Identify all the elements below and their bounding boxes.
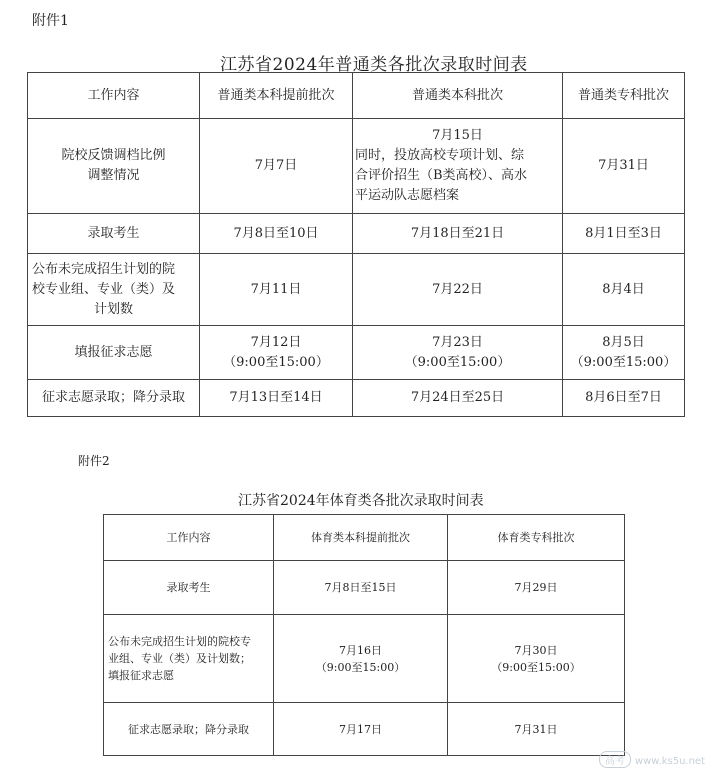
table-header-row	[104, 515, 625, 561]
header-cell: 工作内容	[28, 73, 200, 119]
attachment-1-label: 附件1	[32, 13, 69, 29]
header-cell: 普通类专科批次	[563, 73, 685, 119]
date-cell: 7月18日至21日	[353, 214, 563, 254]
date-cell: 7月23日 （9:00至15:00）	[353, 326, 563, 380]
task-cell: 录取考生	[28, 214, 200, 254]
date-cell: 7月16日 （9:00至15:00）	[274, 615, 448, 703]
task-cell: 征求志愿录取；降分录取	[28, 380, 200, 417]
date-cell: 7月7日	[200, 119, 353, 214]
date-cell: 7月24日至25日	[353, 380, 563, 417]
date-cell: 7月8日至15日	[274, 561, 448, 615]
date-cell: 7月11日	[200, 254, 353, 326]
table-row	[104, 703, 625, 756]
date-cell: 7月22日	[353, 254, 563, 326]
date-cell: 8月6日至7日	[563, 380, 685, 417]
header-cell: 普通类本科提前批次	[200, 73, 353, 119]
table-row	[28, 380, 685, 417]
header-cell: 体育类专科批次	[448, 515, 625, 561]
watermark	[599, 751, 705, 768]
attachment-2-title: 江苏省2024年体育类各批次录取时间表	[238, 493, 484, 509]
task-cell: 公布未完成招生计划的院 校专业组、专业（类）及 计划数	[28, 254, 200, 326]
task-cell: 公布未完成招生计划的院校专 业组、专业（类）及计划数； 填报征求志愿	[104, 615, 274, 703]
task-cell: 征求志愿录取；降分录取	[104, 703, 274, 756]
date-cell: 7月31日	[448, 703, 625, 756]
table-row	[28, 119, 685, 214]
date-cell: 7月30日 （9:00至15:00）	[448, 615, 625, 703]
watermark-badge: 高考	[599, 751, 631, 768]
table-header-row	[28, 73, 685, 119]
schedule-table-sports	[103, 514, 625, 756]
date-cell: 7月13日至14日	[200, 380, 353, 417]
table-row	[28, 254, 685, 326]
task-cell: 填报征求志愿	[28, 326, 200, 380]
date-cell: 7月31日	[563, 119, 685, 214]
table-row	[28, 326, 685, 380]
date-cell: 7月15日 同时，投放高校专项计划、综 合评价招生（B类高校）、高水 平运动队志愿档案	[353, 119, 563, 214]
date-cell: 7月29日	[448, 561, 625, 615]
header-cell: 普通类本科批次	[353, 73, 563, 119]
table-row	[104, 561, 625, 615]
date-cell: 8月5日 （9:00至15:00）	[563, 326, 685, 380]
header-cell: 工作内容	[104, 515, 274, 561]
schedule-table-general	[27, 72, 685, 417]
table-row	[28, 214, 685, 254]
task-cell: 录取考生	[104, 561, 274, 615]
date-cell: 7月8日至10日	[200, 214, 353, 254]
watermark-text: www.ks5u.net	[634, 756, 705, 767]
attachment-1-title: 江苏省2024年普通类各批次录取时间表	[220, 55, 528, 75]
table-row	[104, 615, 625, 703]
date-cell: 7月17日	[274, 703, 448, 756]
date-cell: 8月1日至3日	[563, 214, 685, 254]
date-cell: 7月12日 （9:00至15:00）	[200, 326, 353, 380]
date-cell: 8月4日	[563, 254, 685, 326]
task-cell: 院校反馈调档比例 调整情况	[28, 119, 200, 214]
attachment-2-label: 附件2	[78, 454, 110, 468]
header-cell: 体育类本科提前批次	[274, 515, 448, 561]
